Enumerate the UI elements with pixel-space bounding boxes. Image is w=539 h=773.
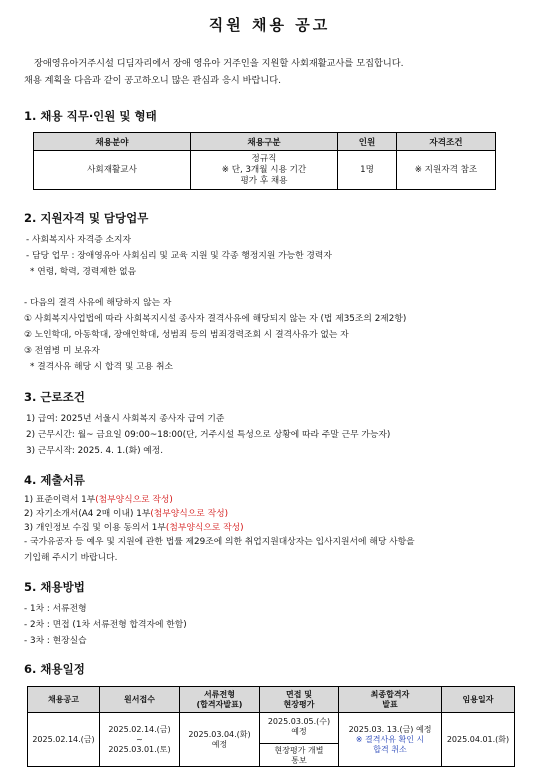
job-qualification-cell: ※ 지원자격 참조 [397, 151, 496, 190]
schedule-header-label: 채용공고 [48, 694, 79, 704]
document-item-text: 3) 개인정보 수집 및 이용 동의서 1부 [24, 523, 166, 533]
schedule-header-label: 원서접수 [124, 694, 155, 704]
schedule-header-label: 서류전형 [204, 689, 235, 699]
job-type-line: ※ 단, 3개월 시용 기간 [221, 164, 307, 175]
schedule-header [28, 687, 100, 713]
field-evaluation-text: 통보 [291, 756, 307, 765]
section-4-note-line: 기입해 주시기 바랍니다. [24, 553, 118, 563]
section-2-line: * 연령, 학력, 경력제한 없음 [30, 267, 137, 277]
job-table-header: 인원 [338, 133, 397, 151]
schedule-header [100, 687, 180, 713]
section-2-line: - 다음의 결격 사유에 해당하지 않는 자 [24, 298, 172, 308]
section-2-line: - 담당 업무 : 장애영유아 사회심리 및 교육 지원 및 각종 행정지원 가능한 경력자 [26, 251, 332, 261]
table-row [28, 713, 515, 767]
schedule-header [260, 687, 339, 713]
schedule-header [442, 687, 515, 713]
final-announcement-date: 2025.03. 13.(금) 예정 [348, 724, 432, 734]
job-count-cell: 1명 [338, 151, 397, 190]
intro-line-2: 채용 계획을 다음과 같이 공고하오니 많은 관심과 응시 바랍니다. [24, 75, 282, 86]
schedule-header [339, 687, 442, 713]
table-row [34, 151, 496, 190]
application-period-cell [100, 713, 180, 767]
schedule-header-sublabel: 발표 [382, 699, 398, 709]
application-start: 2025.02.14.(금) [108, 724, 171, 734]
schedule-header-label: 최종합격자 [370, 689, 410, 699]
start-date-cell: 2025.04.01.(화) [442, 713, 515, 767]
intro-line-1: 장애영유아거주시설 디딤자리에서 장애 영유아 거주인을 지원할 사회재활교사를 모집합니다. [34, 58, 404, 69]
field-evaluation-block [260, 744, 338, 766]
document-item-note: (첨부양식으로 작성) [165, 523, 244, 533]
job-type-cell [191, 151, 338, 190]
document-item-note: (첨부양식으로 작성) [150, 509, 229, 519]
section-2-line: * 결격사유 해당 시 합격 및 고용 취소 [30, 362, 173, 372]
job-table-header: 채용분야 [34, 133, 191, 151]
job-type-line: 평가 후 채용 [240, 175, 288, 186]
section-2-line: ② 노인학대, 아동학대, 장애인학대, 성범죄 등의 범죄경력조회 시 결격사유가 없는 자 [24, 330, 349, 340]
section-4-note-line: - 국가유공자 등 예우 및 지원에 관한 법률 제29조에 의한 취업지원대상자는 입사지원서에 해당 사항을 [24, 537, 415, 547]
section-2-line: ① 사회복지사업법에 따라 사회복지시설 종사자 결격사유에 해당되지 않는 자 (법 제35조의 2제2항) [24, 314, 407, 324]
job-table [33, 132, 496, 190]
field-evaluation-text: 현장평가 개별 [274, 746, 324, 755]
section-3-line: 3) 근무시작: 2025. 4. 1.(화) 예정. [26, 446, 164, 456]
document-item [24, 492, 173, 505]
document-screening-date: 2025.03.04.(화) [188, 729, 251, 739]
schedule-header-sublabel: 현장평가 [283, 699, 315, 709]
job-field-cell: 사회재활교사 [34, 151, 191, 190]
application-end: 2025.03.01.(토) [108, 744, 171, 754]
final-announcement-cell [339, 713, 442, 767]
final-announcement-note: ※ 결격사유 확인 시 [355, 734, 425, 744]
notice-date-cell: 2025.02.14.(금) [28, 713, 100, 767]
interview-note: 예정 [291, 727, 307, 736]
schedule-header [180, 687, 260, 713]
section-5-line: - 2차 : 면접 (1차 서류전형 합격자에 한함) [24, 620, 187, 630]
job-table-header: 채용구분 [191, 133, 338, 151]
schedule-header-label: 임용일자 [462, 694, 494, 704]
section-5-line: - 1차 : 서류전형 [24, 604, 87, 614]
section-2-heading: 2. 지원자격 및 담당업무 [24, 211, 149, 225]
section-6-heading: 6. 채용일정 [24, 662, 85, 676]
section-2-line: ③ 전염병 미 보유자 [24, 346, 100, 356]
section-5-line: - 3차 : 현장실습 [24, 636, 87, 646]
page-title: 직원 채용 공고 [208, 16, 331, 34]
document-item-note: (첨부양식으로 작성) [95, 495, 173, 505]
section-3-heading: 3. 근로조건 [24, 390, 85, 404]
interview-date-block [260, 713, 338, 744]
document-screening-cell [180, 713, 260, 767]
schedule-header-sublabel: (합격자발표) [196, 699, 243, 709]
interview-date: 2025.03.05.(수) [267, 717, 331, 726]
section-3-line: 1) 급여: 2025년 서울시 사회복지 종사자 급여 기준 [26, 414, 225, 424]
document-item [24, 506, 228, 519]
document-screening-note: 예정 [211, 739, 228, 749]
section-5-heading: 5. 채용방법 [24, 580, 85, 594]
section-1-heading: 1. 채용 직무·인원 및 형태 [24, 109, 157, 123]
schedule-table [27, 686, 515, 767]
application-tilde: ~ [136, 734, 143, 744]
job-table-header: 자격조건 [397, 133, 496, 151]
document-item-text: 2) 자기소개서(A4 2매 이내) 1부 [24, 509, 151, 519]
schedule-header-label: 면접 및 [286, 689, 312, 699]
final-announcement-note: 합격 취소 [373, 744, 407, 754]
section-3-line: 2) 근무시간: 월~ 금요일 09:00~18:00(단, 거주시설 특성으로 상황에 따라 주말 근무 가능자) [26, 430, 391, 440]
section-2-line: - 사회복지사 자격증 소지자 [26, 235, 132, 245]
job-type-line: 정규직 [251, 153, 277, 164]
document-item [24, 520, 244, 533]
section-4-heading: 4. 제출서류 [24, 473, 85, 487]
intro-paragraph [24, 55, 519, 89]
interview-cell [260, 713, 339, 767]
document-item-text: 1) 표준이력서 1부 [24, 495, 96, 505]
